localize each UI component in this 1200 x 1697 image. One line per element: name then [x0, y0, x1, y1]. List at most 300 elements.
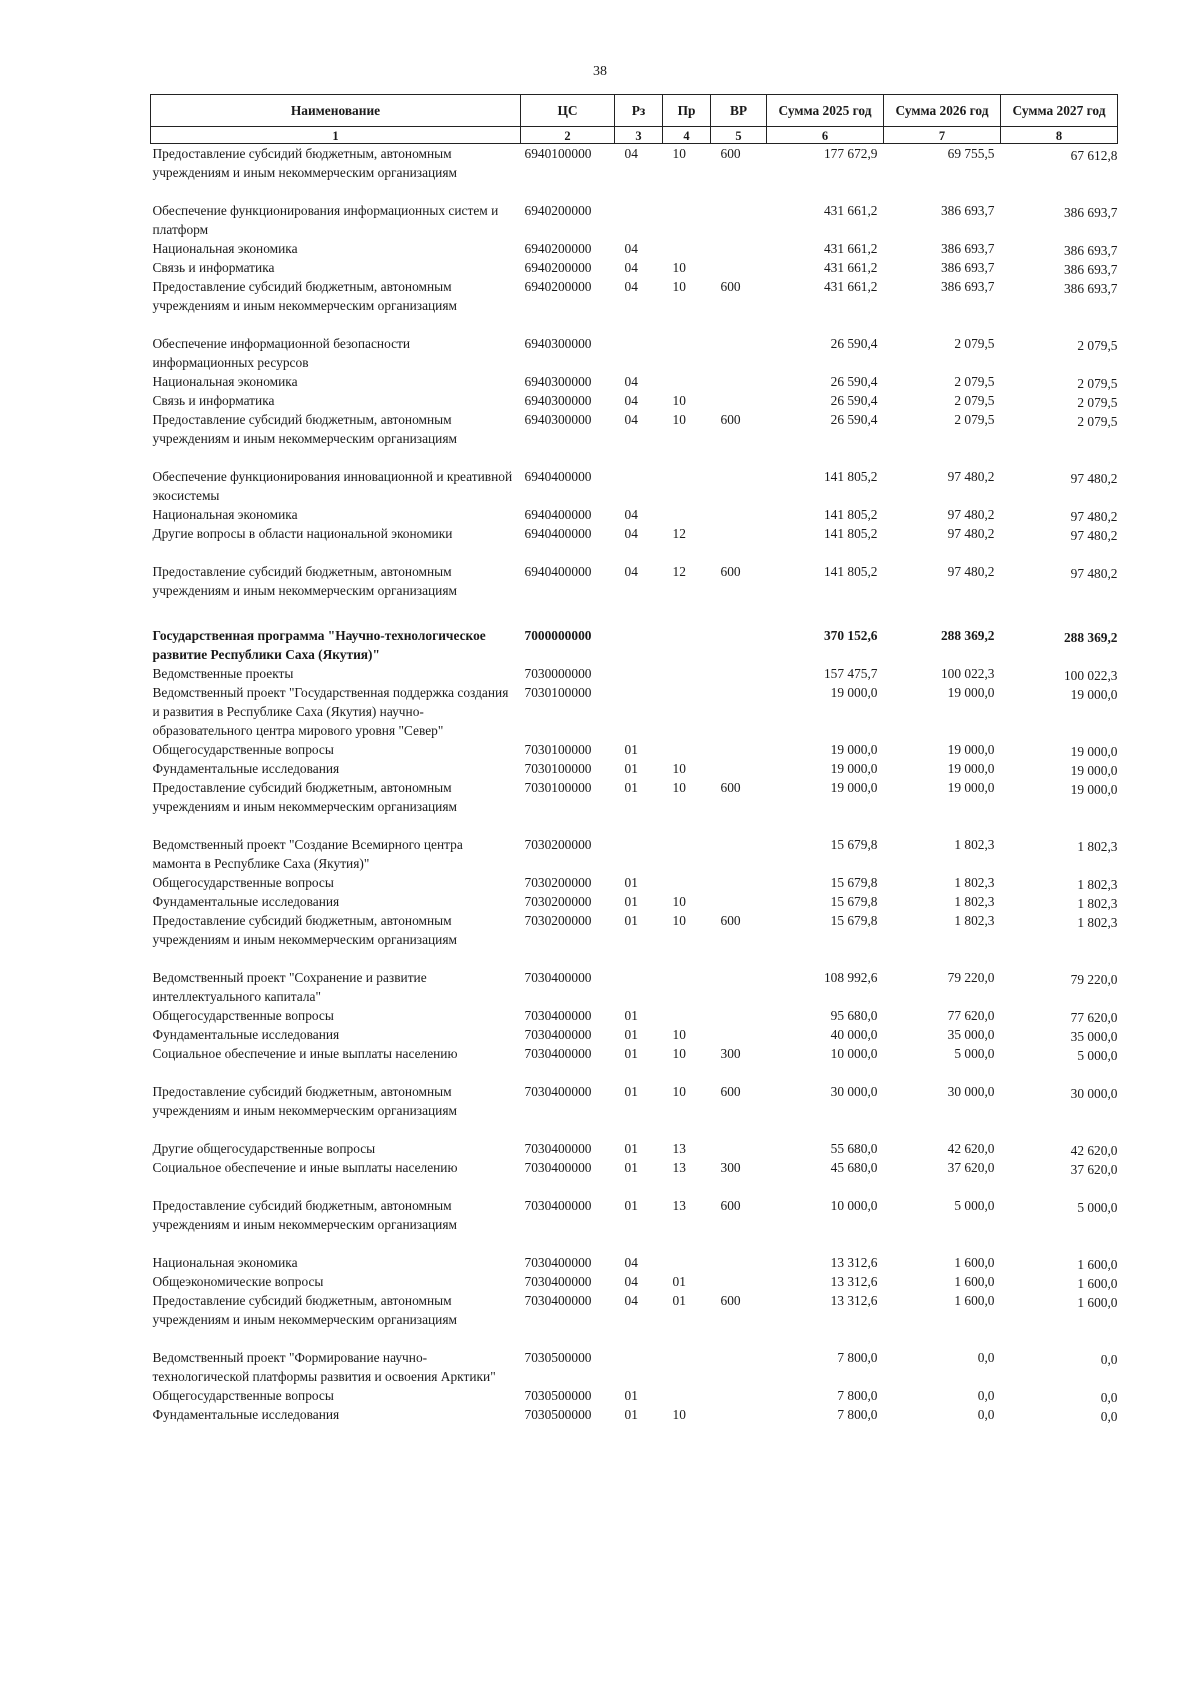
- row-sum-2027-value: 386 693,7: [1063, 262, 1118, 277]
- row-pr-code: [663, 448, 711, 505]
- table-row: [151, 1044, 1118, 1063]
- row-sum-2027: [1001, 911, 1118, 949]
- row-name: Обеспечение информационной безопасности информационных ресурсов: [152, 336, 411, 370]
- row-sum-2025: 40 000,0: [830, 1027, 878, 1042]
- row-cs-code: 6940200000: [524, 203, 592, 218]
- row-rz-code: 04: [624, 374, 638, 389]
- row-pr-code: [663, 1006, 711, 1025]
- row-sum-2025: 19 000,0: [830, 742, 878, 757]
- row-pr-code: [663, 816, 711, 873]
- row-rz-code: 01: [624, 1027, 638, 1042]
- row-pr-code: 10: [672, 1046, 686, 1061]
- row-name: Национальная экономика: [152, 241, 298, 256]
- row-name: Предоставление субсидий бюджетным, автономным учреждениям и иным некоммерческим организациям: [152, 1084, 457, 1118]
- row-sum-2027: [1001, 315, 1118, 372]
- row-rz-code: 01: [624, 913, 638, 928]
- row-vr-code: [711, 1272, 767, 1291]
- row-sum-2027-value: 386 693,7: [1063, 205, 1118, 220]
- row-pr-code: 10: [672, 146, 686, 161]
- row-sum-2027: [1001, 1405, 1118, 1424]
- row-name: Фундаментальные исследования: [152, 894, 340, 909]
- row-name: Другие общегосударственные вопросы: [152, 1141, 376, 1156]
- row-sum-2025: 141 805,2: [823, 469, 878, 484]
- row-pr-code: 01: [672, 1293, 686, 1308]
- row-sum-2027-value: 1 600,0: [1077, 1295, 1118, 1310]
- row-sum-2026: 2 079,5: [954, 412, 995, 427]
- row-rz-code: 01: [624, 761, 638, 776]
- row-name: Связь и информатика: [152, 393, 275, 408]
- row-sum-2025: 19 000,0: [830, 780, 878, 795]
- row-sum-2027: [1001, 1006, 1118, 1025]
- table-row: [151, 600, 1118, 664]
- row-sum-2026: 37 620,0: [947, 1160, 995, 1175]
- row-cs-code: 7030500000: [524, 1388, 592, 1403]
- row-sum-2025: 15 679,8: [830, 894, 878, 909]
- row-vr-code: 600: [720, 913, 741, 928]
- row-sum-2027: [1001, 182, 1118, 239]
- row-cs-code: 6940400000: [524, 564, 592, 579]
- table-row: [151, 1063, 1118, 1120]
- row-pr-code: [663, 740, 711, 759]
- row-sum-2027-value: 5 000,0: [1077, 1048, 1118, 1063]
- row-vr-code: [711, 505, 767, 524]
- row-name: Социальное обеспечение и иные выплаты населению: [152, 1160, 458, 1175]
- table-row: [151, 524, 1118, 543]
- row-pr-code: 10: [672, 894, 686, 909]
- row-cs-code: 7030400000: [524, 1274, 592, 1289]
- row-sum-2025: 431 661,2: [823, 279, 878, 294]
- row-rz-code: 01: [624, 1388, 638, 1403]
- row-sum-2027: [1001, 258, 1118, 277]
- row-sum-2027: [1001, 1063, 1118, 1120]
- row-sum-2027-value: 19 000,0: [1070, 687, 1118, 702]
- row-sum-2026: 386 693,7: [940, 203, 995, 218]
- row-sum-2026: 0,0: [977, 1350, 995, 1365]
- row-cs-code: 7030400000: [524, 1027, 592, 1042]
- row-rz-code: 04: [624, 1293, 638, 1308]
- row-name: Предоставление субсидий бюджетным, автономным учреждениям и иным некоммерческим организациям: [152, 1293, 457, 1327]
- row-rz-code: [615, 949, 663, 1006]
- row-sum-2027-value: 30 000,0: [1070, 1086, 1118, 1101]
- row-sum-2027: [1001, 778, 1118, 816]
- row-name: Связь и информатика: [152, 260, 275, 275]
- row-sum-2027-value: 1 600,0: [1077, 1257, 1118, 1272]
- row-rz-code: 01: [624, 1141, 638, 1156]
- row-sum-2025: 370 152,6: [823, 628, 878, 643]
- row-pr-code: [663, 315, 711, 372]
- column-number: 6: [767, 127, 884, 144]
- row-sum-2025: 13 312,6: [830, 1274, 878, 1289]
- row-sum-2027-value: 35 000,0: [1070, 1029, 1118, 1044]
- row-sum-2027-value: 1 600,0: [1077, 1276, 1118, 1291]
- row-sum-2026: 30 000,0: [947, 1084, 995, 1099]
- row-sum-2026: 97 480,2: [947, 526, 995, 541]
- row-vr-code: [711, 448, 767, 505]
- row-rz-code: 04: [624, 564, 638, 579]
- row-cs-code: 7030000000: [524, 666, 592, 681]
- row-vr-code: 600: [720, 780, 741, 795]
- row-sum-2025: 431 661,2: [823, 260, 878, 275]
- row-pr-code: [663, 1329, 711, 1386]
- row-name: Общегосударственные вопросы: [152, 1008, 334, 1023]
- row-vr-code: [711, 1025, 767, 1044]
- row-sum-2025: 10 000,0: [830, 1198, 878, 1213]
- row-pr-code: 10: [672, 412, 686, 427]
- row-name: Фундаментальные исследования: [152, 1407, 340, 1422]
- row-sum-2025: 26 590,4: [830, 393, 878, 408]
- row-sum-2026: 5 000,0: [954, 1046, 995, 1061]
- row-sum-2025: 141 805,2: [823, 507, 878, 522]
- table-row: [151, 239, 1118, 258]
- row-sum-2027: [1001, 759, 1118, 778]
- row-name: Предоставление субсидий бюджетным, автономным учреждениям и иным некоммерческим организациям: [152, 412, 457, 446]
- column-number: 4: [663, 127, 711, 144]
- row-vr-code: [711, 1329, 767, 1386]
- row-sum-2027-value: 19 000,0: [1070, 744, 1118, 759]
- row-sum-2027: [1001, 664, 1118, 683]
- row-name: Национальная экономика: [152, 374, 298, 389]
- table-row: [151, 873, 1118, 892]
- row-sum-2025: 26 590,4: [830, 374, 878, 389]
- row-sum-2026: 386 693,7: [940, 260, 995, 275]
- row-name: Предоставление субсидий бюджетным, автономным учреждениям и иным некоммерческим организациям: [152, 564, 457, 598]
- table-row: [151, 144, 1118, 183]
- row-vr-code: [711, 664, 767, 683]
- row-name: Общегосударственные вопросы: [152, 742, 334, 757]
- table-row: [151, 1177, 1118, 1234]
- row-sum-2027-value: 97 480,2: [1070, 566, 1118, 581]
- row-sum-2027-value: 42 620,0: [1070, 1143, 1118, 1158]
- row-pr-code: 10: [672, 761, 686, 776]
- row-pr-code: 12: [672, 564, 686, 579]
- table-row: [151, 543, 1118, 600]
- row-sum-2027: [1001, 600, 1118, 664]
- row-sum-2027-value: 2 079,5: [1077, 395, 1118, 410]
- row-sum-2027: [1001, 1120, 1118, 1158]
- row-sum-2027: [1001, 1291, 1118, 1329]
- table-row: [151, 1158, 1118, 1177]
- row-sum-2026: 1 600,0: [954, 1255, 995, 1270]
- row-vr-code: 600: [720, 146, 741, 161]
- row-vr-code: [711, 683, 767, 740]
- row-vr-code: 600: [720, 279, 741, 294]
- row-sum-2025: 10 000,0: [830, 1046, 878, 1061]
- row-rz-code: 01: [624, 1046, 638, 1061]
- row-cs-code: 6940400000: [524, 469, 592, 484]
- row-name: Ведомственные проекты: [152, 666, 294, 681]
- table-row: [151, 778, 1118, 816]
- row-sum-2026: 2 079,5: [954, 374, 995, 389]
- row-name: Предоставление субсидий бюджетным, автономным учреждениям и иным некоммерческим организациям: [152, 279, 457, 313]
- row-sum-2027-value: 5 000,0: [1077, 1200, 1118, 1215]
- row-sum-2027: [1001, 1158, 1118, 1177]
- row-cs-code: 6940300000: [524, 336, 592, 351]
- row-sum-2026: 0,0: [977, 1388, 995, 1403]
- row-name: Ведомственный проект "Государственная поддержка создания и развития в Республике Саха (Якутия) научно-образовательного центра мирового уровня "Север": [152, 685, 509, 738]
- table-row: [151, 410, 1118, 448]
- row-vr-code: [711, 524, 767, 543]
- header-cs: ЦС: [521, 95, 615, 127]
- row-sum-2025: 431 661,2: [823, 203, 878, 218]
- row-pr-code: [663, 505, 711, 524]
- row-sum-2026: 288 369,2: [940, 628, 995, 643]
- row-name: Обеспечение функционирования инновационной и креативной экосистемы: [152, 469, 513, 503]
- row-pr-code: 13: [672, 1141, 686, 1156]
- row-pr-code: 01: [672, 1274, 686, 1289]
- row-name: Другие вопросы в области национальной экономики: [152, 526, 453, 541]
- header-sum-2026: Сумма 2026 год: [884, 95, 1001, 127]
- row-sum-2027-value: 97 480,2: [1070, 509, 1118, 524]
- row-pr-code: 10: [672, 1027, 686, 1042]
- row-rz-code: 04: [624, 260, 638, 275]
- row-pr-code: [663, 239, 711, 258]
- row-name: Общегосударственные вопросы: [152, 1388, 334, 1403]
- row-sum-2027-value: 2 079,5: [1077, 338, 1118, 353]
- row-sum-2026: 386 693,7: [940, 241, 995, 256]
- row-sum-2025: 15 679,8: [830, 837, 878, 852]
- table-row: [151, 911, 1118, 949]
- row-vr-code: [711, 1386, 767, 1405]
- row-sum-2025: 141 805,2: [823, 564, 878, 579]
- table-row: [151, 1329, 1118, 1386]
- row-sum-2027: [1001, 372, 1118, 391]
- row-sum-2027: [1001, 1044, 1118, 1063]
- row-vr-code: [711, 759, 767, 778]
- row-vr-code: 600: [720, 564, 741, 579]
- row-sum-2027: [1001, 1272, 1118, 1291]
- row-sum-2025: 15 679,8: [830, 875, 878, 890]
- row-sum-2027-value: 2 079,5: [1077, 376, 1118, 391]
- table-row: [151, 683, 1118, 740]
- row-rz-code: [615, 1329, 663, 1386]
- row-name: Ведомственный проект "Сохранение и развитие интеллектуального капитала": [152, 970, 427, 1004]
- table-row: [151, 740, 1118, 759]
- row-cs-code: 7030100000: [524, 780, 592, 795]
- row-sum-2026: 1 802,3: [954, 837, 995, 852]
- table-row: [151, 1272, 1118, 1291]
- row-sum-2026: 79 220,0: [947, 970, 995, 985]
- row-cs-code: 7030400000: [524, 1046, 592, 1061]
- row-sum-2026: 386 693,7: [940, 279, 995, 294]
- row-pr-code: 10: [672, 913, 686, 928]
- row-rz-code: [615, 816, 663, 873]
- row-sum-2027: [1001, 816, 1118, 873]
- row-sum-2027: [1001, 1234, 1118, 1272]
- row-sum-2027: [1001, 543, 1118, 600]
- row-rz-code: 04: [624, 1274, 638, 1289]
- row-sum-2025: 177 672,9: [823, 146, 878, 161]
- row-sum-2027-value: 1 802,3: [1077, 877, 1118, 892]
- row-sum-2026: 1 600,0: [954, 1274, 995, 1289]
- header-sum-2025: Сумма 2025 год: [767, 95, 884, 127]
- row-sum-2027: [1001, 410, 1118, 448]
- row-sum-2025: 19 000,0: [830, 761, 878, 776]
- row-vr-code: [711, 740, 767, 759]
- column-number: 1: [151, 127, 521, 144]
- page-number: 38: [593, 64, 607, 79]
- row-name: Ведомственный проект "Создание Всемирного центра мамонта в Республике Саха (Якутия)": [152, 837, 463, 871]
- row-sum-2027-value: 1 802,3: [1077, 915, 1118, 930]
- row-vr-code: [711, 182, 767, 239]
- row-sum-2026: 1 802,3: [954, 875, 995, 890]
- row-rz-code: 04: [624, 241, 638, 256]
- row-name: Национальная экономика: [152, 507, 298, 522]
- row-sum-2025: 108 992,6: [823, 970, 878, 985]
- row-rz-code: [615, 182, 663, 239]
- row-sum-2027: [1001, 1025, 1118, 1044]
- row-rz-code: [615, 315, 663, 372]
- column-number-row: [151, 127, 1118, 144]
- table-row: [151, 448, 1118, 505]
- table-row: [151, 1025, 1118, 1044]
- table-row: [151, 759, 1118, 778]
- row-vr-code: [711, 873, 767, 892]
- row-name: Общеэкономические вопросы: [152, 1274, 324, 1289]
- row-sum-2026: 69 755,5: [947, 146, 995, 161]
- table-row: [151, 391, 1118, 410]
- row-sum-2027: [1001, 1177, 1118, 1234]
- table-row: [151, 1405, 1118, 1424]
- table-row: [151, 505, 1118, 524]
- row-sum-2026: 5 000,0: [954, 1198, 995, 1213]
- row-cs-code: 6940400000: [524, 526, 592, 541]
- row-rz-code: [615, 600, 663, 664]
- row-rz-code: 01: [624, 1198, 638, 1213]
- row-sum-2025: 431 661,2: [823, 241, 878, 256]
- row-sum-2026: 100 022,3: [940, 666, 995, 681]
- column-number: 8: [1001, 127, 1118, 144]
- table-row: [151, 892, 1118, 911]
- row-sum-2025: 26 590,4: [830, 336, 878, 351]
- row-sum-2025: 15 679,8: [830, 913, 878, 928]
- row-rz-code: 01: [624, 894, 638, 909]
- row-sum-2025: 141 805,2: [823, 526, 878, 541]
- row-rz-code: 01: [624, 1160, 638, 1175]
- row-cs-code: 6940200000: [524, 279, 592, 294]
- row-sum-2027: [1001, 239, 1118, 258]
- row-sum-2027-value: 97 480,2: [1070, 528, 1118, 543]
- row-cs-code: 7030400000: [524, 1293, 592, 1308]
- row-name: Государственная программа "Научно-технологическое развитие Республики Саха (Якутия)": [152, 628, 486, 662]
- row-sum-2026: 19 000,0: [947, 780, 995, 795]
- row-rz-code: 04: [624, 146, 638, 161]
- header-pr: Пр: [663, 95, 711, 127]
- row-sum-2027-value: 1 802,3: [1077, 839, 1118, 854]
- row-sum-2027: [1001, 873, 1118, 892]
- row-sum-2027-value: 37 620,0: [1070, 1162, 1118, 1177]
- row-name: Фундаментальные исследования: [152, 1027, 340, 1042]
- column-number: 7: [884, 127, 1001, 144]
- table-row: [151, 277, 1118, 315]
- row-sum-2026: 1 600,0: [954, 1293, 995, 1308]
- row-vr-code: [711, 816, 767, 873]
- table-row: [151, 315, 1118, 372]
- row-vr-code: [711, 600, 767, 664]
- row-sum-2027-value: 1 802,3: [1077, 896, 1118, 911]
- row-rz-code: 01: [624, 1084, 638, 1099]
- row-rz-code: 04: [624, 526, 638, 541]
- row-sum-2027-value: 2 079,5: [1077, 414, 1118, 429]
- row-cs-code: 7030400000: [524, 1198, 592, 1213]
- row-cs-code: 7030500000: [524, 1350, 592, 1365]
- row-sum-2027-value: 97 480,2: [1070, 471, 1118, 486]
- row-sum-2027-value: 79 220,0: [1070, 972, 1118, 987]
- header-sum-2027: Сумма 2027 год: [1001, 95, 1118, 127]
- row-cs-code: 7030100000: [524, 742, 592, 757]
- row-pr-code: [663, 1386, 711, 1405]
- row-name: Фундаментальные исследования: [152, 761, 340, 776]
- row-rz-code: 01: [624, 780, 638, 795]
- row-cs-code: 6940200000: [524, 241, 592, 256]
- row-cs-code: 7030400000: [524, 1008, 592, 1023]
- row-vr-code: 300: [720, 1160, 741, 1175]
- row-rz-code: 01: [624, 875, 638, 890]
- row-sum-2026: 19 000,0: [947, 761, 995, 776]
- table-row: [151, 1234, 1118, 1272]
- header-rz: Рз: [615, 95, 663, 127]
- row-name: Предоставление субсидий бюджетным, автономным учреждениям и иным некоммерческим организациям: [152, 913, 457, 947]
- table-row: [151, 949, 1118, 1006]
- row-vr-code: 600: [720, 1293, 741, 1308]
- row-cs-code: 7030200000: [524, 913, 592, 928]
- row-pr-code: [663, 600, 711, 664]
- row-cs-code: 7030400000: [524, 1084, 592, 1099]
- row-sum-2027: [1001, 277, 1118, 315]
- row-vr-code: [711, 372, 767, 391]
- row-sum-2025: 45 680,0: [830, 1160, 878, 1175]
- row-rz-code: [615, 448, 663, 505]
- row-pr-code: [663, 873, 711, 892]
- row-sum-2027: [1001, 391, 1118, 410]
- row-name: Предоставление субсидий бюджетным, автономным учреждениям и иным некоммерческим организациям: [152, 780, 457, 814]
- row-pr-code: 10: [672, 1407, 686, 1422]
- row-pr-code: 10: [672, 279, 686, 294]
- row-sum-2026: 2 079,5: [954, 336, 995, 351]
- row-name: Ведомственный проект "Формирование научно-технологической платформы развития и освоения Арктики": [152, 1350, 496, 1384]
- row-sum-2025: 13 312,6: [830, 1255, 878, 1270]
- row-name: Предоставление субсидий бюджетным, автономным учреждениям и иным некоммерческим организациям: [152, 146, 457, 180]
- row-sum-2025: 7 800,0: [837, 1388, 878, 1403]
- row-sum-2027: [1001, 949, 1118, 1006]
- row-sum-2027: [1001, 892, 1118, 911]
- row-sum-2026: 42 620,0: [947, 1141, 995, 1156]
- row-cs-code: 6940300000: [524, 374, 592, 389]
- row-sum-2027: [1001, 1329, 1118, 1386]
- row-cs-code: 6940300000: [524, 393, 592, 408]
- table-row: [151, 1291, 1118, 1329]
- row-sum-2026: 1 802,3: [954, 913, 995, 928]
- row-cs-code: 6940400000: [524, 507, 592, 522]
- row-cs-code: 6940200000: [524, 260, 592, 275]
- header-vr: ВР: [711, 95, 767, 127]
- row-vr-code: 600: [720, 1198, 741, 1213]
- row-cs-code: 7030500000: [524, 1407, 592, 1422]
- row-sum-2027: [1001, 448, 1118, 505]
- row-sum-2027: [1001, 524, 1118, 543]
- row-cs-code: 7030200000: [524, 875, 592, 890]
- header-name: Наименование: [151, 95, 521, 127]
- row-cs-code: 7030200000: [524, 894, 592, 909]
- row-sum-2027-value: 19 000,0: [1070, 763, 1118, 778]
- row-sum-2027-value: 67 612,8: [1070, 148, 1118, 163]
- row-sum-2025: 7 800,0: [837, 1407, 878, 1422]
- row-pr-code: [663, 1234, 711, 1272]
- row-pr-code: 10: [672, 260, 686, 275]
- row-cs-code: 6940300000: [524, 412, 592, 427]
- budget-table-container: [150, 94, 1118, 1424]
- row-sum-2025: 95 680,0: [830, 1008, 878, 1023]
- row-vr-code: 600: [720, 1084, 741, 1099]
